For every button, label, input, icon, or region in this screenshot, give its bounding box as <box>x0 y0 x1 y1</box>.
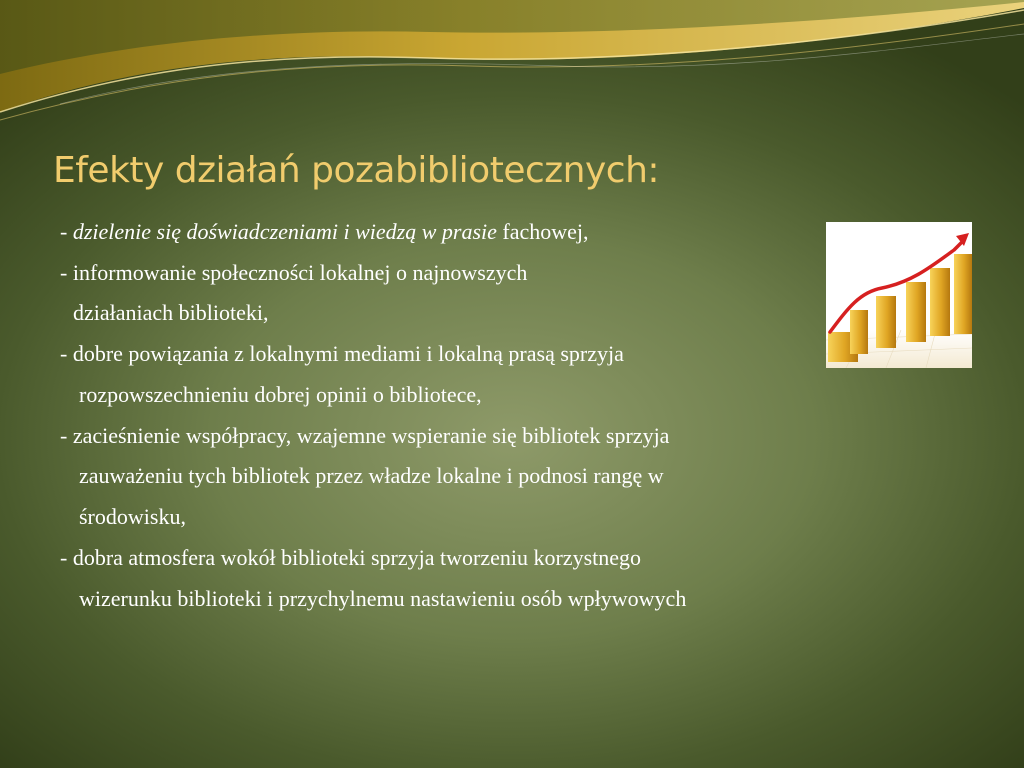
slide-title: Efekty działań pozabibliotecznych: <box>53 150 660 191</box>
header-swoosh-decoration <box>0 0 1024 130</box>
bullet-dash: - <box>60 219 73 244</box>
bullet-line-5-continuation: wizerunku biblioteki i przychylnemu nastawieniu osób wpływowych <box>79 586 687 611</box>
bullet-line-2: - informowanie społeczności lokalnej o najnowszych <box>60 260 528 285</box>
bullet-line-4: - zacieśnienie współpracy, wzajemne wspieranie się bibliotek sprzyja <box>60 423 670 448</box>
bullet-line-4-continuation-2: środowisku, <box>79 504 186 529</box>
bullet-line-2-continuation: działaniach biblioteki, <box>73 300 269 325</box>
bullet-line-5: - dobra atmosfera wokół biblioteki sprzyja tworzeniu korzystnego <box>60 545 642 570</box>
italic-phrase: dzielenie się doświadczeniami i wiedzą w prasie <box>72 219 497 244</box>
growth-chart-icon <box>826 222 972 368</box>
bullet-line-4-continuation-1: zauważeniu tych bibliotek przez władze lokalne i podnosi rangę w <box>79 463 664 488</box>
bullet-line-1-rest: fachowej, <box>502 219 589 244</box>
bullet-line-3: - dobre powiązania z lokalnymi mediami i lokalną prasą sprzyja <box>60 341 624 366</box>
bullet-line-3-continuation: rozpowszechnieniu dobrej opinii o bibliotece, <box>79 382 482 407</box>
bullet-line-1 <box>60 219 589 245</box>
